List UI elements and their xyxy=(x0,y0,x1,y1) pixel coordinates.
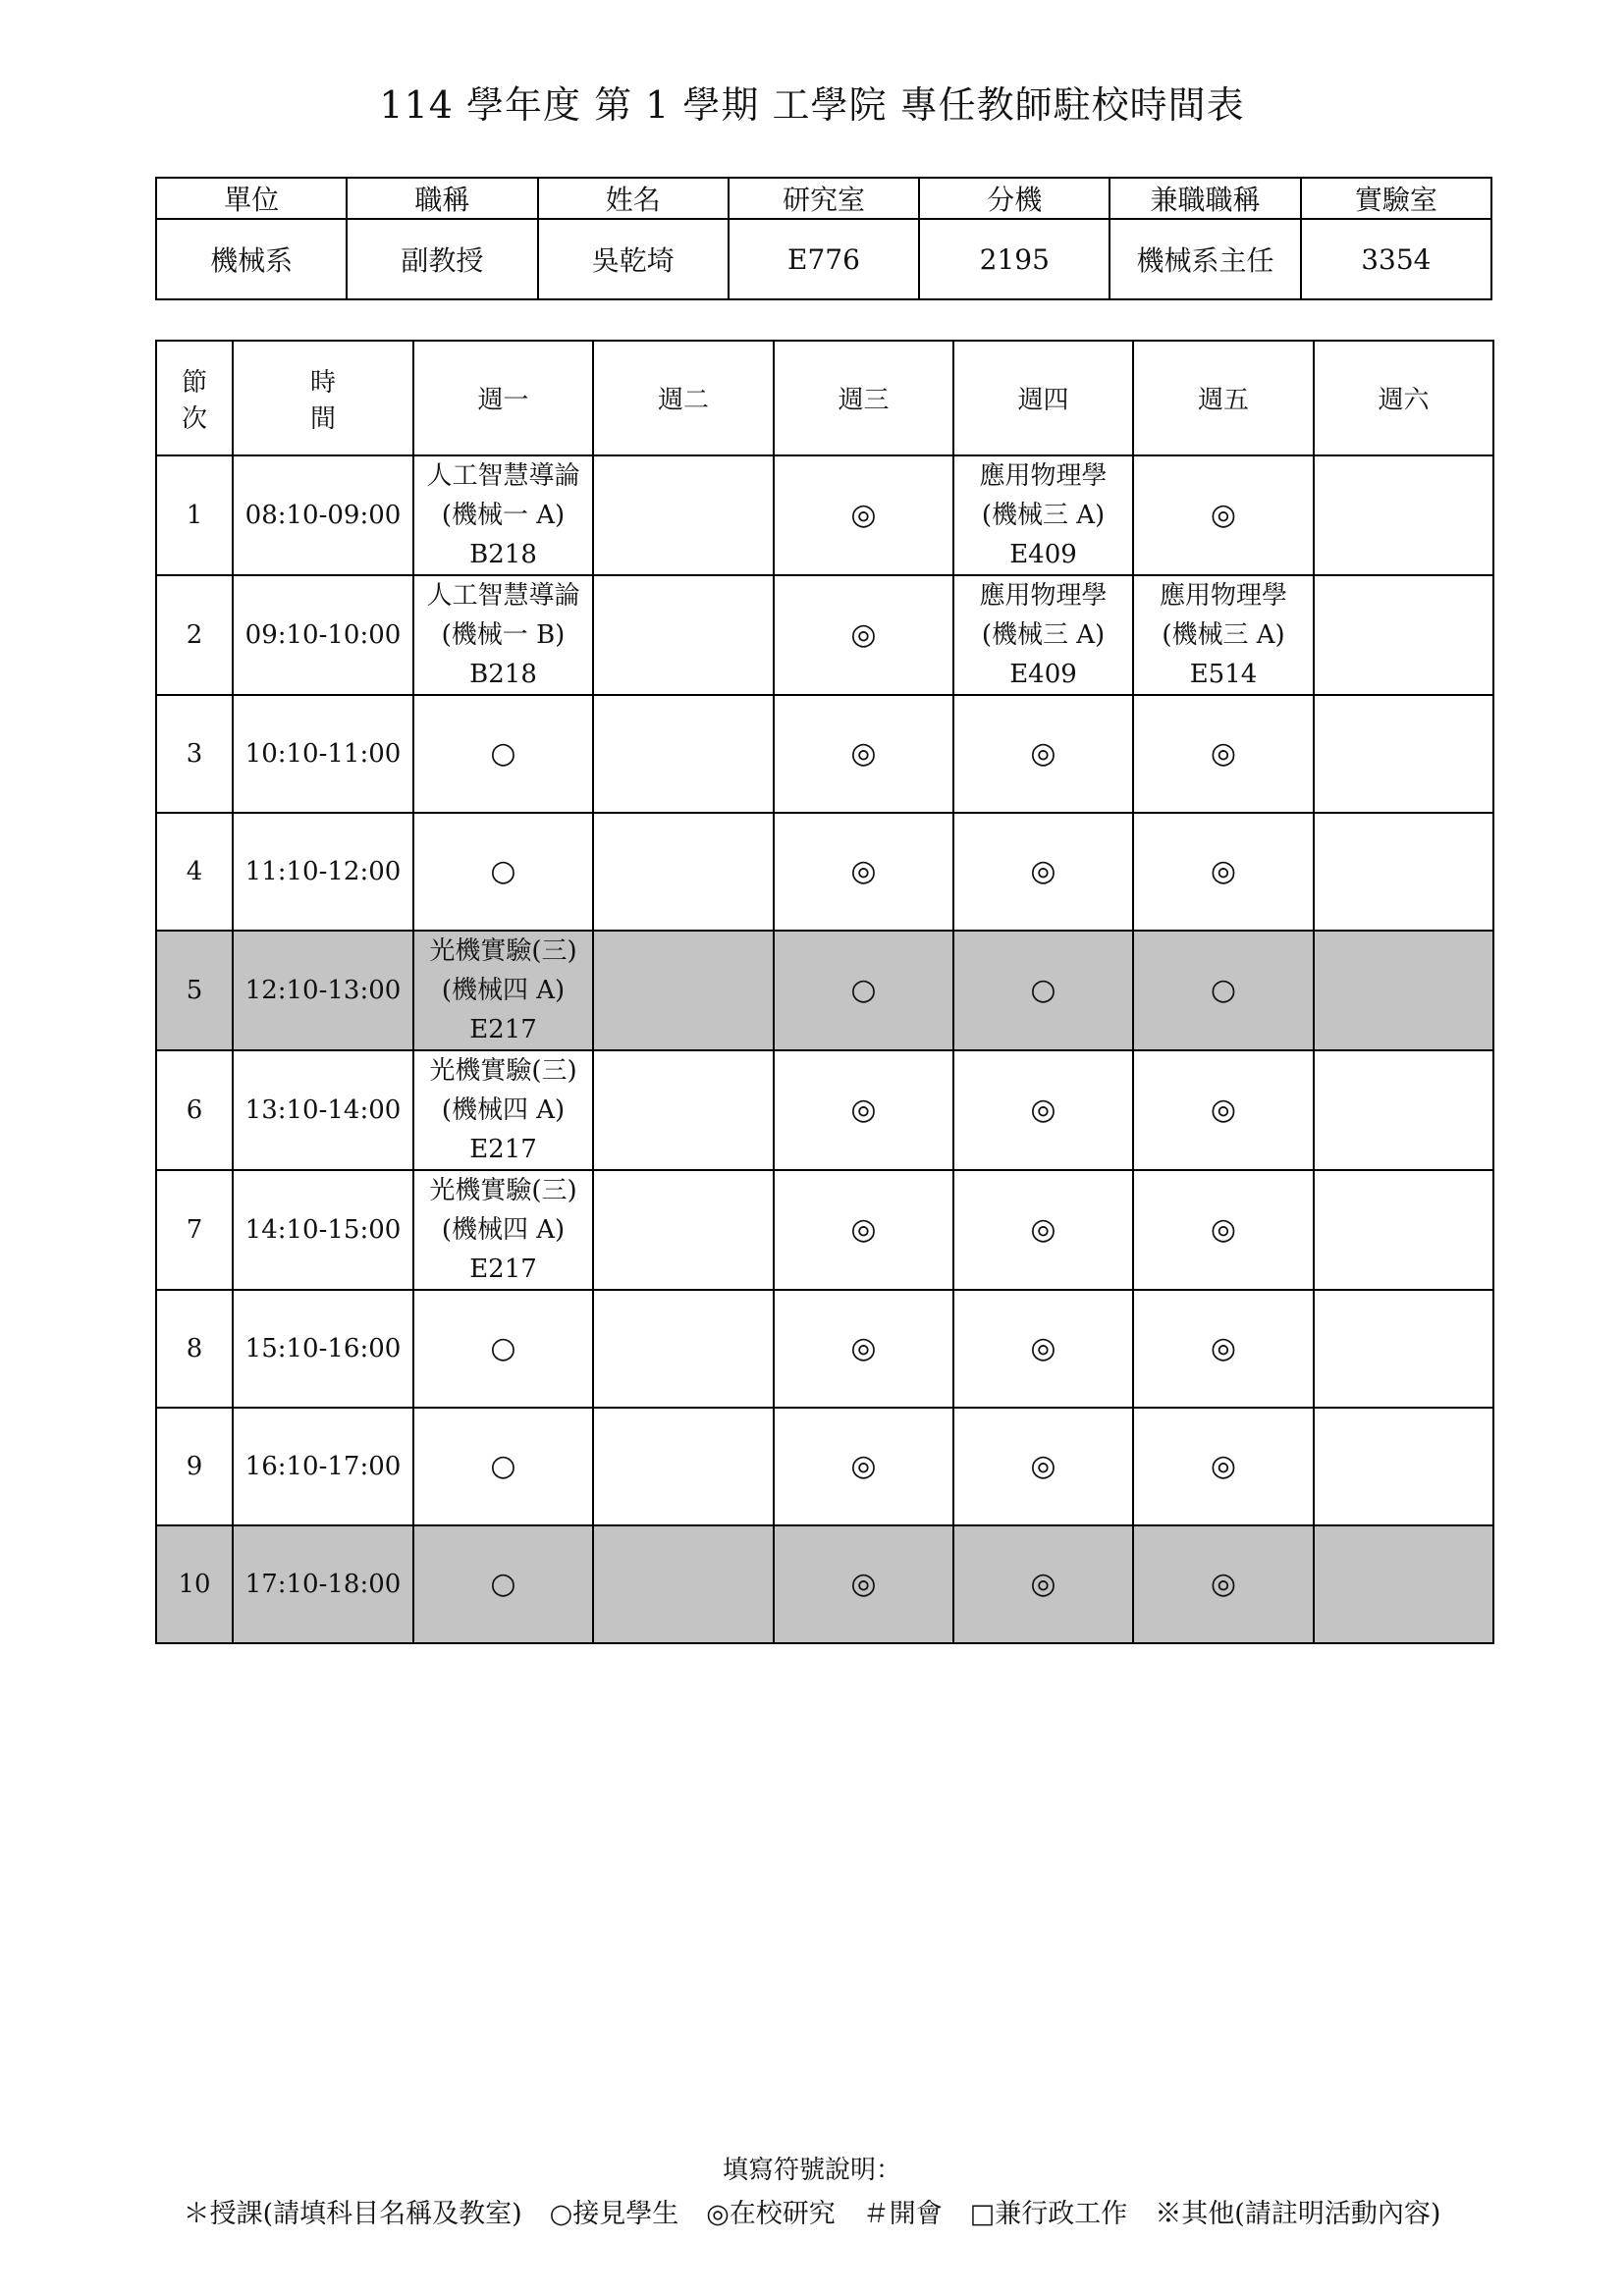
period-header-line: 節 xyxy=(181,367,207,398)
status-symbol: ○ xyxy=(490,854,516,888)
status-symbol: ○ xyxy=(490,736,516,771)
schedule-cell xyxy=(1314,1050,1493,1170)
course-line: (機械三 A) xyxy=(981,501,1106,530)
time-cell: 16:10-17:00 xyxy=(233,1408,413,1525)
status-symbol: ○ xyxy=(490,1567,516,1601)
course-line: (機械三 A) xyxy=(1162,620,1285,650)
legend-item: ＊授課(請填科目名稱及教室) xyxy=(183,2199,522,2229)
period-cell: 5 xyxy=(156,931,233,1050)
schedule-cell xyxy=(953,931,1133,1050)
course-line: E217 xyxy=(469,1135,537,1164)
schedule-cell xyxy=(1133,931,1314,1050)
schedule-cell xyxy=(413,813,593,931)
day-header-sat: 週六 xyxy=(1314,341,1493,455)
time-cell: 08:10-09:00 xyxy=(233,455,413,575)
info-header-cell: 研究室 xyxy=(729,178,919,219)
course-line: (機械四 A) xyxy=(441,1215,566,1245)
schedule-cell xyxy=(953,1290,1133,1408)
period-cell: 1 xyxy=(156,455,233,575)
period-cell: 2 xyxy=(156,575,233,695)
course-line: E514 xyxy=(1189,660,1258,689)
info-header-cell: 分機 xyxy=(919,178,1110,219)
schedule-cell xyxy=(1314,813,1493,931)
course-line: 應用物理學 xyxy=(979,461,1108,491)
time-cell: 12:10-13:00 xyxy=(233,931,413,1050)
course-line: E409 xyxy=(1009,540,1077,569)
schedule-cell xyxy=(774,1408,953,1525)
schedule-row xyxy=(156,813,1493,931)
info-header-cell: 實驗室 xyxy=(1301,178,1491,219)
schedule-cell xyxy=(774,1525,953,1643)
schedule-row xyxy=(156,695,1493,813)
info-value-cell: E776 xyxy=(729,219,919,299)
legend-item: □兼行政工作 xyxy=(969,2199,1128,2229)
schedule-cell xyxy=(953,1050,1133,1170)
schedule-cell xyxy=(413,1170,593,1290)
schedule-cell xyxy=(1314,1525,1493,1643)
course-line: 光機實驗(三) xyxy=(429,1056,577,1086)
legend-item: ◎在校研究 xyxy=(706,2199,836,2229)
period-cell: 9 xyxy=(156,1408,233,1525)
schedule-cell xyxy=(953,695,1133,813)
schedule-cell xyxy=(593,931,774,1050)
info-header-cell: 單位 xyxy=(156,178,347,219)
status-symbol: ◎ xyxy=(1030,1449,1056,1483)
status-symbol: ◎ xyxy=(1030,1331,1056,1365)
status-symbol: ◎ xyxy=(1030,1093,1056,1127)
course-line: (機械一 B) xyxy=(441,620,566,650)
status-symbol: ◎ xyxy=(1210,1331,1237,1365)
course-line: E217 xyxy=(469,1015,537,1044)
schedule-row xyxy=(156,455,1493,575)
day-header-fri: 週五 xyxy=(1133,341,1314,455)
info-value-row xyxy=(156,219,1491,299)
schedule-cell xyxy=(1314,931,1493,1050)
course-line: (機械三 A) xyxy=(981,620,1106,650)
legend-title: 填寫符號說明： xyxy=(722,2156,901,2185)
status-symbol: ○ xyxy=(1030,973,1056,1007)
legend-item: ○接見學生 xyxy=(549,2199,679,2229)
status-symbol: ◎ xyxy=(1210,1567,1237,1601)
schedule-cell xyxy=(953,1525,1133,1643)
status-symbol: ○ xyxy=(850,973,877,1007)
schedule-row xyxy=(156,1408,1493,1525)
schedule-cell xyxy=(1133,1408,1314,1525)
schedule-cell xyxy=(413,575,593,695)
course-line: E409 xyxy=(1009,660,1077,689)
course-line: B218 xyxy=(469,660,537,689)
legend-item: ＃開會 xyxy=(862,2199,943,2229)
schedule-row xyxy=(156,575,1493,695)
schedule-table xyxy=(155,340,1494,1644)
info-value-cell: 機械系 xyxy=(156,219,347,299)
status-symbol: ◎ xyxy=(850,854,877,888)
status-symbol: ◎ xyxy=(850,1449,877,1483)
day-header-tue: 週二 xyxy=(593,341,774,455)
schedule-cell xyxy=(593,1050,774,1170)
schedule-cell xyxy=(1314,1290,1493,1408)
status-symbol: ◎ xyxy=(1210,1212,1237,1247)
course-line: B218 xyxy=(469,540,537,569)
status-symbol: ○ xyxy=(1210,973,1237,1007)
period-header xyxy=(156,341,233,455)
course-line: 人工智慧導論 xyxy=(426,461,580,491)
schedule-cell xyxy=(953,455,1133,575)
status-symbol: ◎ xyxy=(1210,498,1237,532)
info-header-cell: 職稱 xyxy=(347,178,537,219)
schedule-cell xyxy=(774,813,953,931)
schedule-cell xyxy=(953,1408,1133,1525)
schedule-cell xyxy=(413,695,593,813)
schedule-cell xyxy=(774,1290,953,1408)
schedule-header-row xyxy=(156,341,1493,455)
schedule-cell xyxy=(593,813,774,931)
day-header-wed: 週三 xyxy=(774,341,953,455)
period-cell: 6 xyxy=(156,1050,233,1170)
time-header xyxy=(233,341,413,455)
schedule-cell xyxy=(1133,455,1314,575)
schedule-row xyxy=(156,1170,1493,1290)
day-header-thu: 週四 xyxy=(953,341,1133,455)
course-line: 應用物理學 xyxy=(979,581,1108,611)
info-value-cell: 機械系主任 xyxy=(1110,219,1300,299)
status-symbol: ◎ xyxy=(1210,1093,1237,1127)
schedule-cell xyxy=(774,575,953,695)
time-header-line: 間 xyxy=(309,403,336,434)
schedule-row xyxy=(156,1525,1493,1643)
time-cell: 14:10-15:00 xyxy=(233,1170,413,1290)
page-title: 114 學年度 第 1 學期 工學院 專任教師駐校時間表 xyxy=(379,83,1245,127)
time-cell: 09:10-10:00 xyxy=(233,575,413,695)
schedule-cell xyxy=(1133,1050,1314,1170)
teacher-info-table xyxy=(155,177,1492,300)
course-line: 光機實驗(三) xyxy=(429,936,577,966)
info-value-cell: 吳乾埼 xyxy=(538,219,729,299)
status-symbol: ◎ xyxy=(1210,736,1237,771)
info-value-cell: 3354 xyxy=(1301,219,1491,299)
status-symbol: ◎ xyxy=(850,617,877,652)
info-value-cell: 副教授 xyxy=(347,219,537,299)
period-cell: 3 xyxy=(156,695,233,813)
period-header-line: 次 xyxy=(181,403,207,434)
schedule-row xyxy=(156,1050,1493,1170)
schedule-cell xyxy=(1314,1170,1493,1290)
info-header-cell: 兼職職稱 xyxy=(1110,178,1300,219)
time-cell: 13:10-14:00 xyxy=(233,1050,413,1170)
schedule-cell xyxy=(1133,575,1314,695)
status-symbol: ◎ xyxy=(1210,854,1237,888)
course-line: 人工智慧導論 xyxy=(426,581,580,611)
time-cell: 11:10-12:00 xyxy=(233,813,413,931)
status-symbol: ◎ xyxy=(850,1093,877,1127)
day-header-mon: 週一 xyxy=(413,341,593,455)
course-line: 光機實驗(三) xyxy=(429,1176,577,1205)
course-line: 應用物理學 xyxy=(1159,581,1287,611)
schedule-cell xyxy=(593,1170,774,1290)
schedule-cell xyxy=(1314,695,1493,813)
status-symbol: ○ xyxy=(490,1331,516,1365)
course-line: E217 xyxy=(469,1255,537,1284)
schedule-cell xyxy=(1133,813,1314,931)
schedule-cell xyxy=(1133,695,1314,813)
status-symbol: ◎ xyxy=(1030,1212,1056,1247)
schedule-cell xyxy=(1314,455,1493,575)
info-value-cell: 2195 xyxy=(919,219,1110,299)
legend xyxy=(0,2192,1624,2230)
course-line: (機械四 A) xyxy=(441,1095,566,1125)
schedule-cell xyxy=(953,575,1133,695)
schedule-cell xyxy=(1133,1525,1314,1643)
status-symbol: ◎ xyxy=(1030,1567,1056,1601)
period-cell: 4 xyxy=(156,813,233,931)
schedule-cell xyxy=(593,1408,774,1525)
schedule-cell xyxy=(413,455,593,575)
time-cell: 15:10-16:00 xyxy=(233,1290,413,1408)
schedule-cell xyxy=(774,931,953,1050)
schedule-cell xyxy=(413,1050,593,1170)
legend-item: ※其他(請註明活動內容) xyxy=(1155,2199,1441,2229)
schedule-cell xyxy=(1314,575,1493,695)
schedule-cell xyxy=(774,695,953,813)
info-header-cell: 姓名 xyxy=(538,178,729,219)
schedule-cell xyxy=(413,1525,593,1643)
schedule-cell xyxy=(953,1170,1133,1290)
schedule-cell xyxy=(413,1408,593,1525)
schedule-cell xyxy=(774,455,953,575)
schedule-cell xyxy=(593,575,774,695)
status-symbol: ◎ xyxy=(850,498,877,532)
status-symbol: ○ xyxy=(490,1449,516,1483)
schedule-row xyxy=(156,931,1493,1050)
schedule-cell xyxy=(774,1050,953,1170)
period-cell: 10 xyxy=(156,1525,233,1643)
course-line: (機械一 A) xyxy=(441,501,566,530)
schedule-cell xyxy=(593,1525,774,1643)
status-symbol: ◎ xyxy=(850,1567,877,1601)
period-cell: 8 xyxy=(156,1290,233,1408)
schedule-cell xyxy=(413,1290,593,1408)
period-cell: 7 xyxy=(156,1170,233,1290)
status-symbol: ◎ xyxy=(850,1331,877,1365)
status-symbol: ◎ xyxy=(1030,854,1056,888)
status-symbol: ◎ xyxy=(1210,1449,1237,1483)
schedule-cell xyxy=(1133,1170,1314,1290)
status-symbol: ◎ xyxy=(850,736,877,771)
schedule-cell xyxy=(774,1170,953,1290)
schedule-cell xyxy=(413,931,593,1050)
schedule-cell xyxy=(593,1290,774,1408)
time-cell: 17:10-18:00 xyxy=(233,1525,413,1643)
schedule-cell xyxy=(593,455,774,575)
time-header-line: 時 xyxy=(309,367,336,398)
schedule-cell xyxy=(953,813,1133,931)
status-symbol: ◎ xyxy=(1030,736,1056,771)
status-symbol: ◎ xyxy=(850,1212,877,1247)
schedule-cell xyxy=(1314,1408,1493,1525)
info-header-row xyxy=(156,178,1491,219)
schedule-row xyxy=(156,1290,1493,1408)
course-line: (機械四 A) xyxy=(441,976,566,1005)
schedule-cell xyxy=(593,695,774,813)
schedule-cell xyxy=(1133,1290,1314,1408)
time-cell: 10:10-11:00 xyxy=(233,695,413,813)
